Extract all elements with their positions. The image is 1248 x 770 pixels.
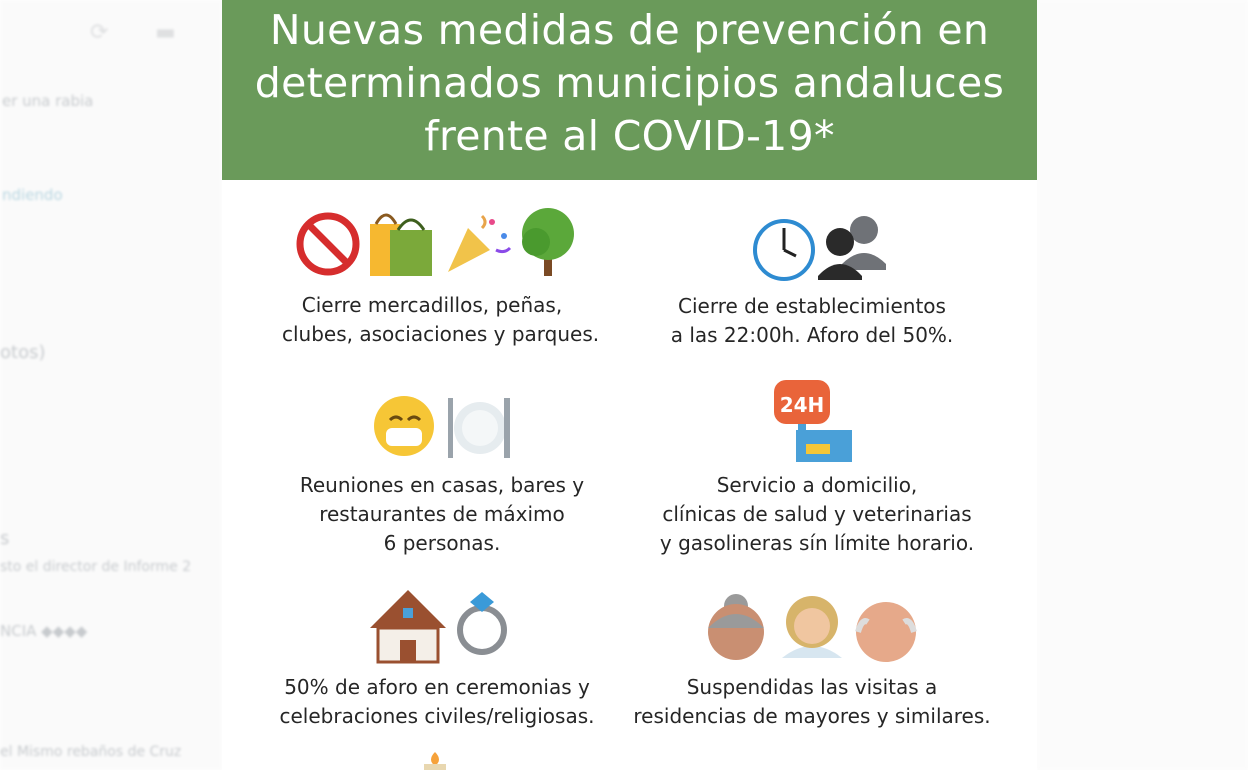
icons-row-2: [752, 212, 892, 282]
bg-text-5: sto el director de Informe 2: [0, 559, 192, 575]
item-1-line-1: Cierre mercadillos, peñas,: [301, 293, 563, 317]
item-5-line-1: 50% de aforo en ceremonias y: [284, 675, 590, 699]
masked-face-icon: [374, 396, 434, 456]
icons-row-5: [370, 588, 514, 664]
item-4-line-3: y gasolineras sín límite horario.: [659, 531, 975, 555]
tree-icon: [522, 208, 574, 276]
icons-row-3: [372, 392, 512, 462]
chat-icon[interactable]: ▬: [155, 20, 176, 45]
bg-text-7: el Mismo rebaños de Cruz: [0, 744, 182, 760]
item-2-line-2: a las 22:00h. Aforo del 50%.: [670, 323, 954, 347]
church-icon: [370, 590, 446, 662]
refresh-icon[interactable]: ⟳: [90, 20, 109, 45]
bg-text-3: otos): [0, 342, 46, 363]
background-sidebar: [0, 0, 222, 770]
old-man-icon: [856, 602, 916, 662]
icons-row-6: [704, 592, 924, 664]
ring-icon: [460, 592, 504, 652]
bg-text-6: NCIA ◆◆◆◆: [0, 622, 88, 640]
prohibited-icon: [300, 216, 356, 272]
item-5-line-2: celebraciones civiles/religiosas.: [279, 704, 595, 728]
item-3-line-1: Reuniones en casas, bares y: [299, 473, 585, 497]
item-6-text: [617, 673, 1007, 731]
shopping-bags-icon: [370, 215, 432, 276]
item-4-line-2: clínicas de salud y veterinarias: [662, 502, 972, 526]
icons-row-7-partial: [418, 752, 452, 770]
icons-row-1: [296, 206, 586, 278]
item-4-line-1: Servicio a domicilio,: [716, 473, 918, 497]
title-line-2: determinados municipios andaluces: [254, 59, 1005, 107]
bg-text-2[interactable]: ndiendo: [2, 186, 63, 204]
item-3-line-2: restaurantes de máximo: [319, 502, 565, 526]
item-1-line-2: clubes, asociaciones y parques.: [282, 322, 600, 346]
item-4-text: [642, 471, 992, 558]
item-3-line-3: 6 personas.: [383, 531, 501, 555]
title-line-3: frente al COVID-19*: [424, 112, 835, 160]
item-1-text: [282, 291, 600, 349]
party-popper-icon: [448, 216, 510, 272]
item-5-text: [262, 673, 612, 731]
health-worker-icon: [782, 596, 842, 658]
plate-cutlery-icon: [448, 398, 510, 458]
people-silhouette-icon: [818, 216, 886, 280]
item-6-line-1: Suspendidas las visitas a: [686, 675, 938, 699]
old-woman-icon: [708, 594, 764, 660]
item-3-text: [278, 471, 606, 558]
bg-text-1: er una rabia: [2, 92, 94, 110]
item-6-line-2: residencias de mayores y similares.: [633, 704, 991, 728]
clock-icon: [755, 221, 813, 279]
bg-text-4: s: [0, 528, 10, 549]
item-2-line-1: Cierre de establecimientos: [678, 294, 946, 318]
24h-store-icon: [774, 380, 852, 462]
item-2-text: [647, 292, 977, 350]
title-banner: [222, 0, 1037, 180]
icons-row-4: [770, 378, 854, 464]
candle-icon: [424, 752, 446, 770]
title-line-1: Nuevas medidas de prevención en: [269, 6, 990, 54]
background-right-panel: [1037, 0, 1248, 770]
store-badge-text: 24H: [779, 393, 825, 417]
infographic-image: [222, 0, 1037, 770]
